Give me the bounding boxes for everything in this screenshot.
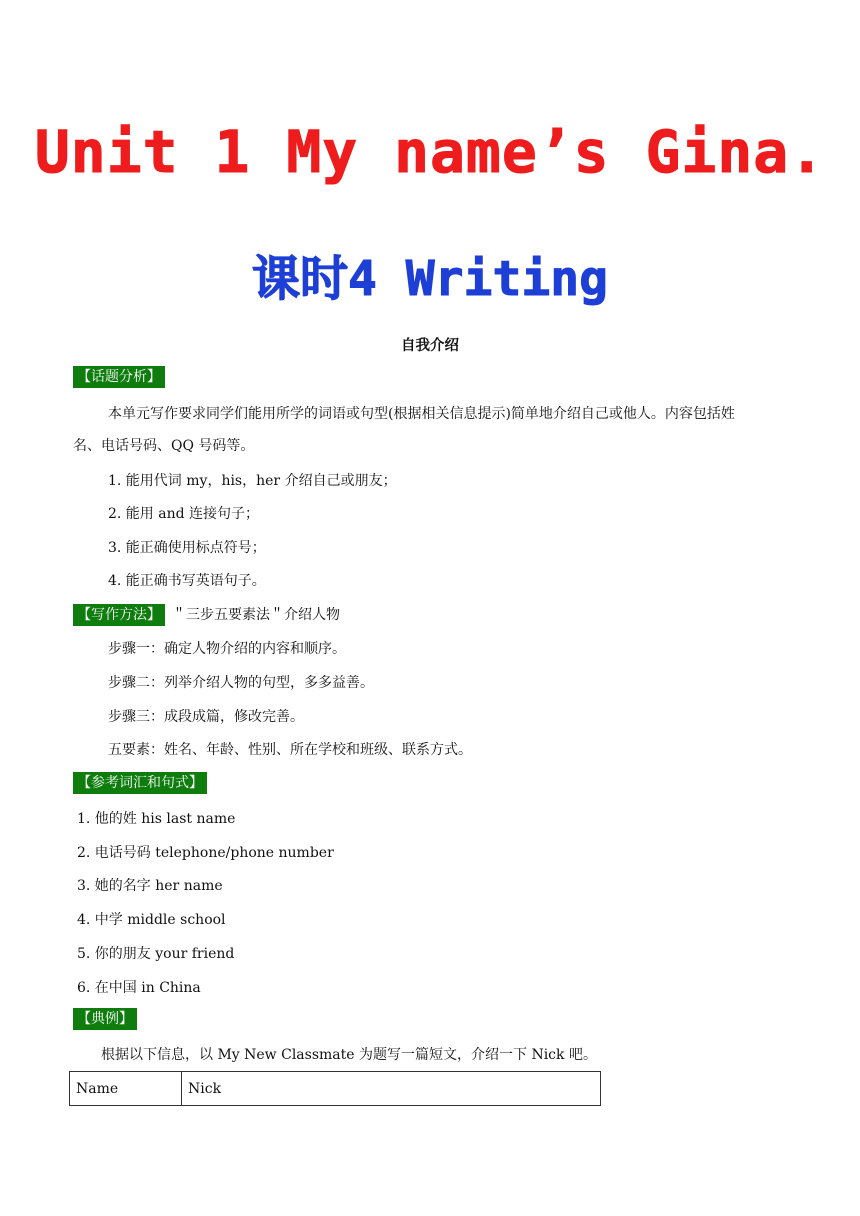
topic-paragraph-line-1: 本单元写作要求同学们能用所学的词语或句型(根据相关信息提示)简单地介绍自己或他人。内容包括姓 bbox=[108, 406, 735, 422]
info-table-value: Nick bbox=[182, 1072, 601, 1106]
reference-item: 5. 你的朋友 your friend bbox=[77, 946, 235, 962]
topic-item: 4. 能正确书写英语句子。 bbox=[108, 573, 266, 589]
table-row bbox=[70, 1072, 601, 1106]
writing-method-tag: 【写作方法】 bbox=[73, 604, 165, 626]
unit-title-art: Unit 1 My name’s Gina. bbox=[34, 118, 826, 186]
info-table bbox=[69, 1071, 601, 1106]
topic-item: 3. 能正确使用标点符号； bbox=[108, 540, 266, 556]
reference-item: 6. 在中国 in China bbox=[77, 980, 201, 996]
info-table-key: Name bbox=[70, 1072, 182, 1106]
reference-item: 4. 中学 middle school bbox=[77, 912, 226, 928]
example-tag: 【典例】 bbox=[73, 1008, 137, 1030]
lesson-title-art: 课时4 Writing bbox=[251, 251, 609, 307]
reference-item: 2. 电话号码 telephone/phone number bbox=[77, 845, 334, 861]
reference-tag: 【参考词汇和句式】 bbox=[73, 772, 207, 794]
method-step: 步骤一：确定人物介绍的内容和顺序。 bbox=[108, 641, 346, 657]
page-heading: 自我介绍 bbox=[401, 338, 459, 354]
method-step: 五要素：姓名、年龄、性别、所在学校和班级、联系方式。 bbox=[108, 742, 472, 758]
writing-method-subtitle: ＂三步五要素法＂介绍人物 bbox=[172, 607, 340, 623]
topic-paragraph-line-2: 名、电话号码、QQ 号码等。 bbox=[73, 438, 255, 454]
method-step: 步骤二：列举介绍人物的句型，多多益善。 bbox=[108, 675, 374, 691]
method-step: 步骤三：成段成篇，修改完善。 bbox=[108, 709, 304, 725]
topic-item: 1. 能用代词 my，his，her 介绍自己或朋友； bbox=[108, 473, 397, 489]
topic-analysis-tag: 【话题分析】 bbox=[73, 366, 165, 388]
example-instruction: 根据以下信息，以 My New Classmate 为题写一篇短文，介绍一下 Nick 吧。 bbox=[101, 1047, 597, 1063]
reference-item: 3. 她的名字 her name bbox=[77, 878, 223, 894]
topic-item: 2. 能用 and 连接句子； bbox=[108, 506, 260, 522]
reference-item: 1. 他的姓 his last name bbox=[77, 811, 236, 827]
